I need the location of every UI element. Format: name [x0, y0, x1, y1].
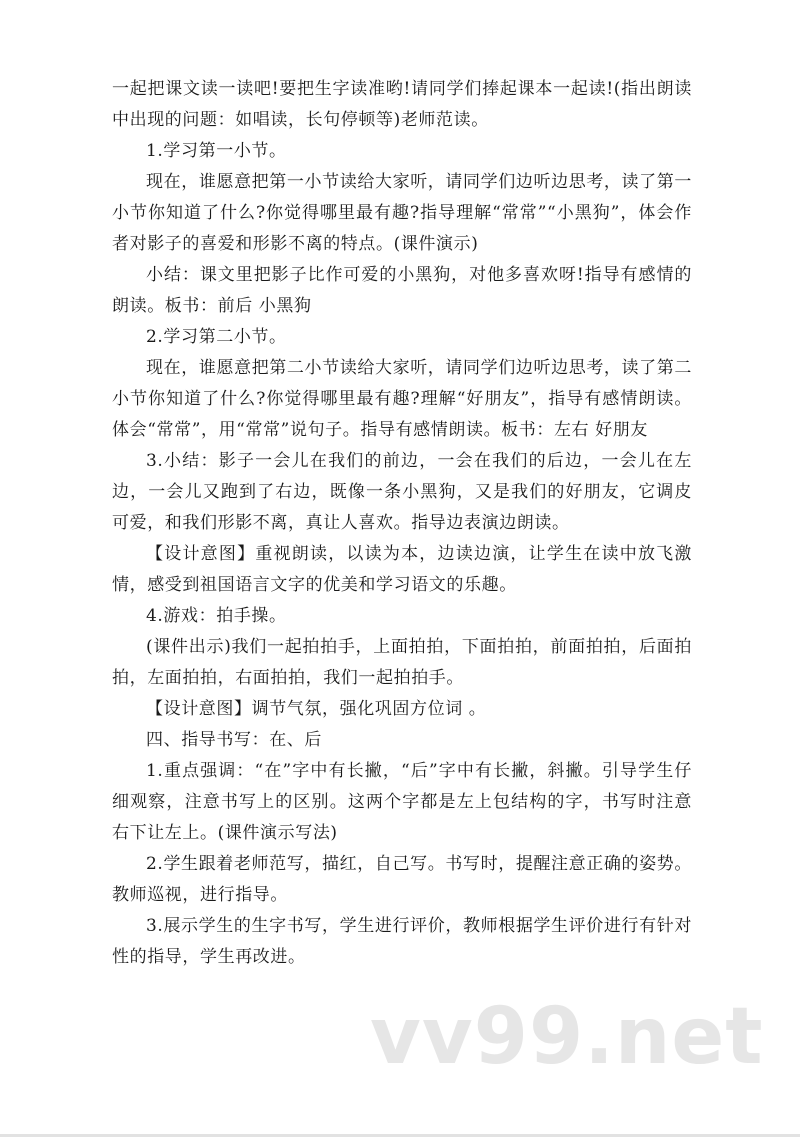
- paragraph-9-game: 4.游戏：拍手操。: [146, 606, 287, 626]
- paragraph-13: 1.重点强调：“在”字中有长撇，“后”字中有长撇，斜撇。引导学生仔细观察，注意书写上的区别。这两个字都是左上包结构的字，书写时注意右下让左上。(课件演示写法): [112, 761, 692, 843]
- document-body: [112, 74, 692, 973]
- paragraph-7-summary: 3.小结：影子一会儿在我们的前边，一会在我们的后边，一会儿在左边，一会儿又跑到了右边，既像一条小黑狗，又是我们的好朋友，它调皮可爱，和我们形影不离，真让人喜欢。指导边表演边朗读。: [112, 451, 692, 533]
- watermark-logo: vv99.net: [370, 992, 764, 1082]
- paragraph-8-design-intent: 【设计意图】重视朗读，以读为本，边读边演，让学生在读中放飞激情，感受到祖国语言文字的优美和学习语文的乐趣。: [112, 544, 692, 595]
- paragraph-3: 现在，谁愿意把第一小节读给大家听，请同学们边听边思考，读了第一小节你知道了什么?你觉得哪里最有趣?指导理解“常常”“小黑狗”，体会作者对影子的喜爱和形影不离的特点。(课件演示): [112, 172, 692, 254]
- paragraph-10: (课件出示)我们一起拍拍手，上面拍拍，下面拍拍，前面拍拍，后面拍拍，左面拍拍，右面拍拍，我们一起拍拍手。: [112, 637, 692, 688]
- paragraph-12-section-heading: 四、指导书写：在、后: [146, 730, 322, 750]
- paragraph-11-design-intent: 【设计意图】调节气氛，强化巩固方位词 。: [146, 699, 487, 719]
- paragraph-4-summary: 小结：课文里把影子比作可爱的小黑狗，对他多喜欢呀!指导有感情的朗读。板书：前后 小黑狗: [112, 265, 692, 316]
- paragraph-5-heading: 2.学习第二小节。: [146, 327, 287, 347]
- paragraph-15: 3.展示学生的生字书写，学生进行评价，教师根据学生评价进行有针对性的指导，学生再改进。: [112, 916, 692, 967]
- paragraph-14: 2.学生跟着老师范写，描红，自己写。书写时，提醒注意正确的姿势。教师巡视，进行指导。: [112, 854, 692, 905]
- paragraph-6: 现在，谁愿意把第二小节读给大家听，请同学们边听边思考，读了第二小节你知道了什么?你觉得哪里最有趣?理解“好朋友”，指导有感情朗读。体会“常常”，用“常常”说句子。指导有感情朗读。板书：左右 好朋友: [112, 358, 692, 440]
- paragraph-2-heading: 1.学习第一小节。: [146, 141, 287, 161]
- paragraph-1: 一起把课文读一读吧!要把生字读准哟!请同学们捧起课本一起读!(指出朗读中出现的问题：如唱读，长句停顿等)老师范读。: [112, 79, 692, 130]
